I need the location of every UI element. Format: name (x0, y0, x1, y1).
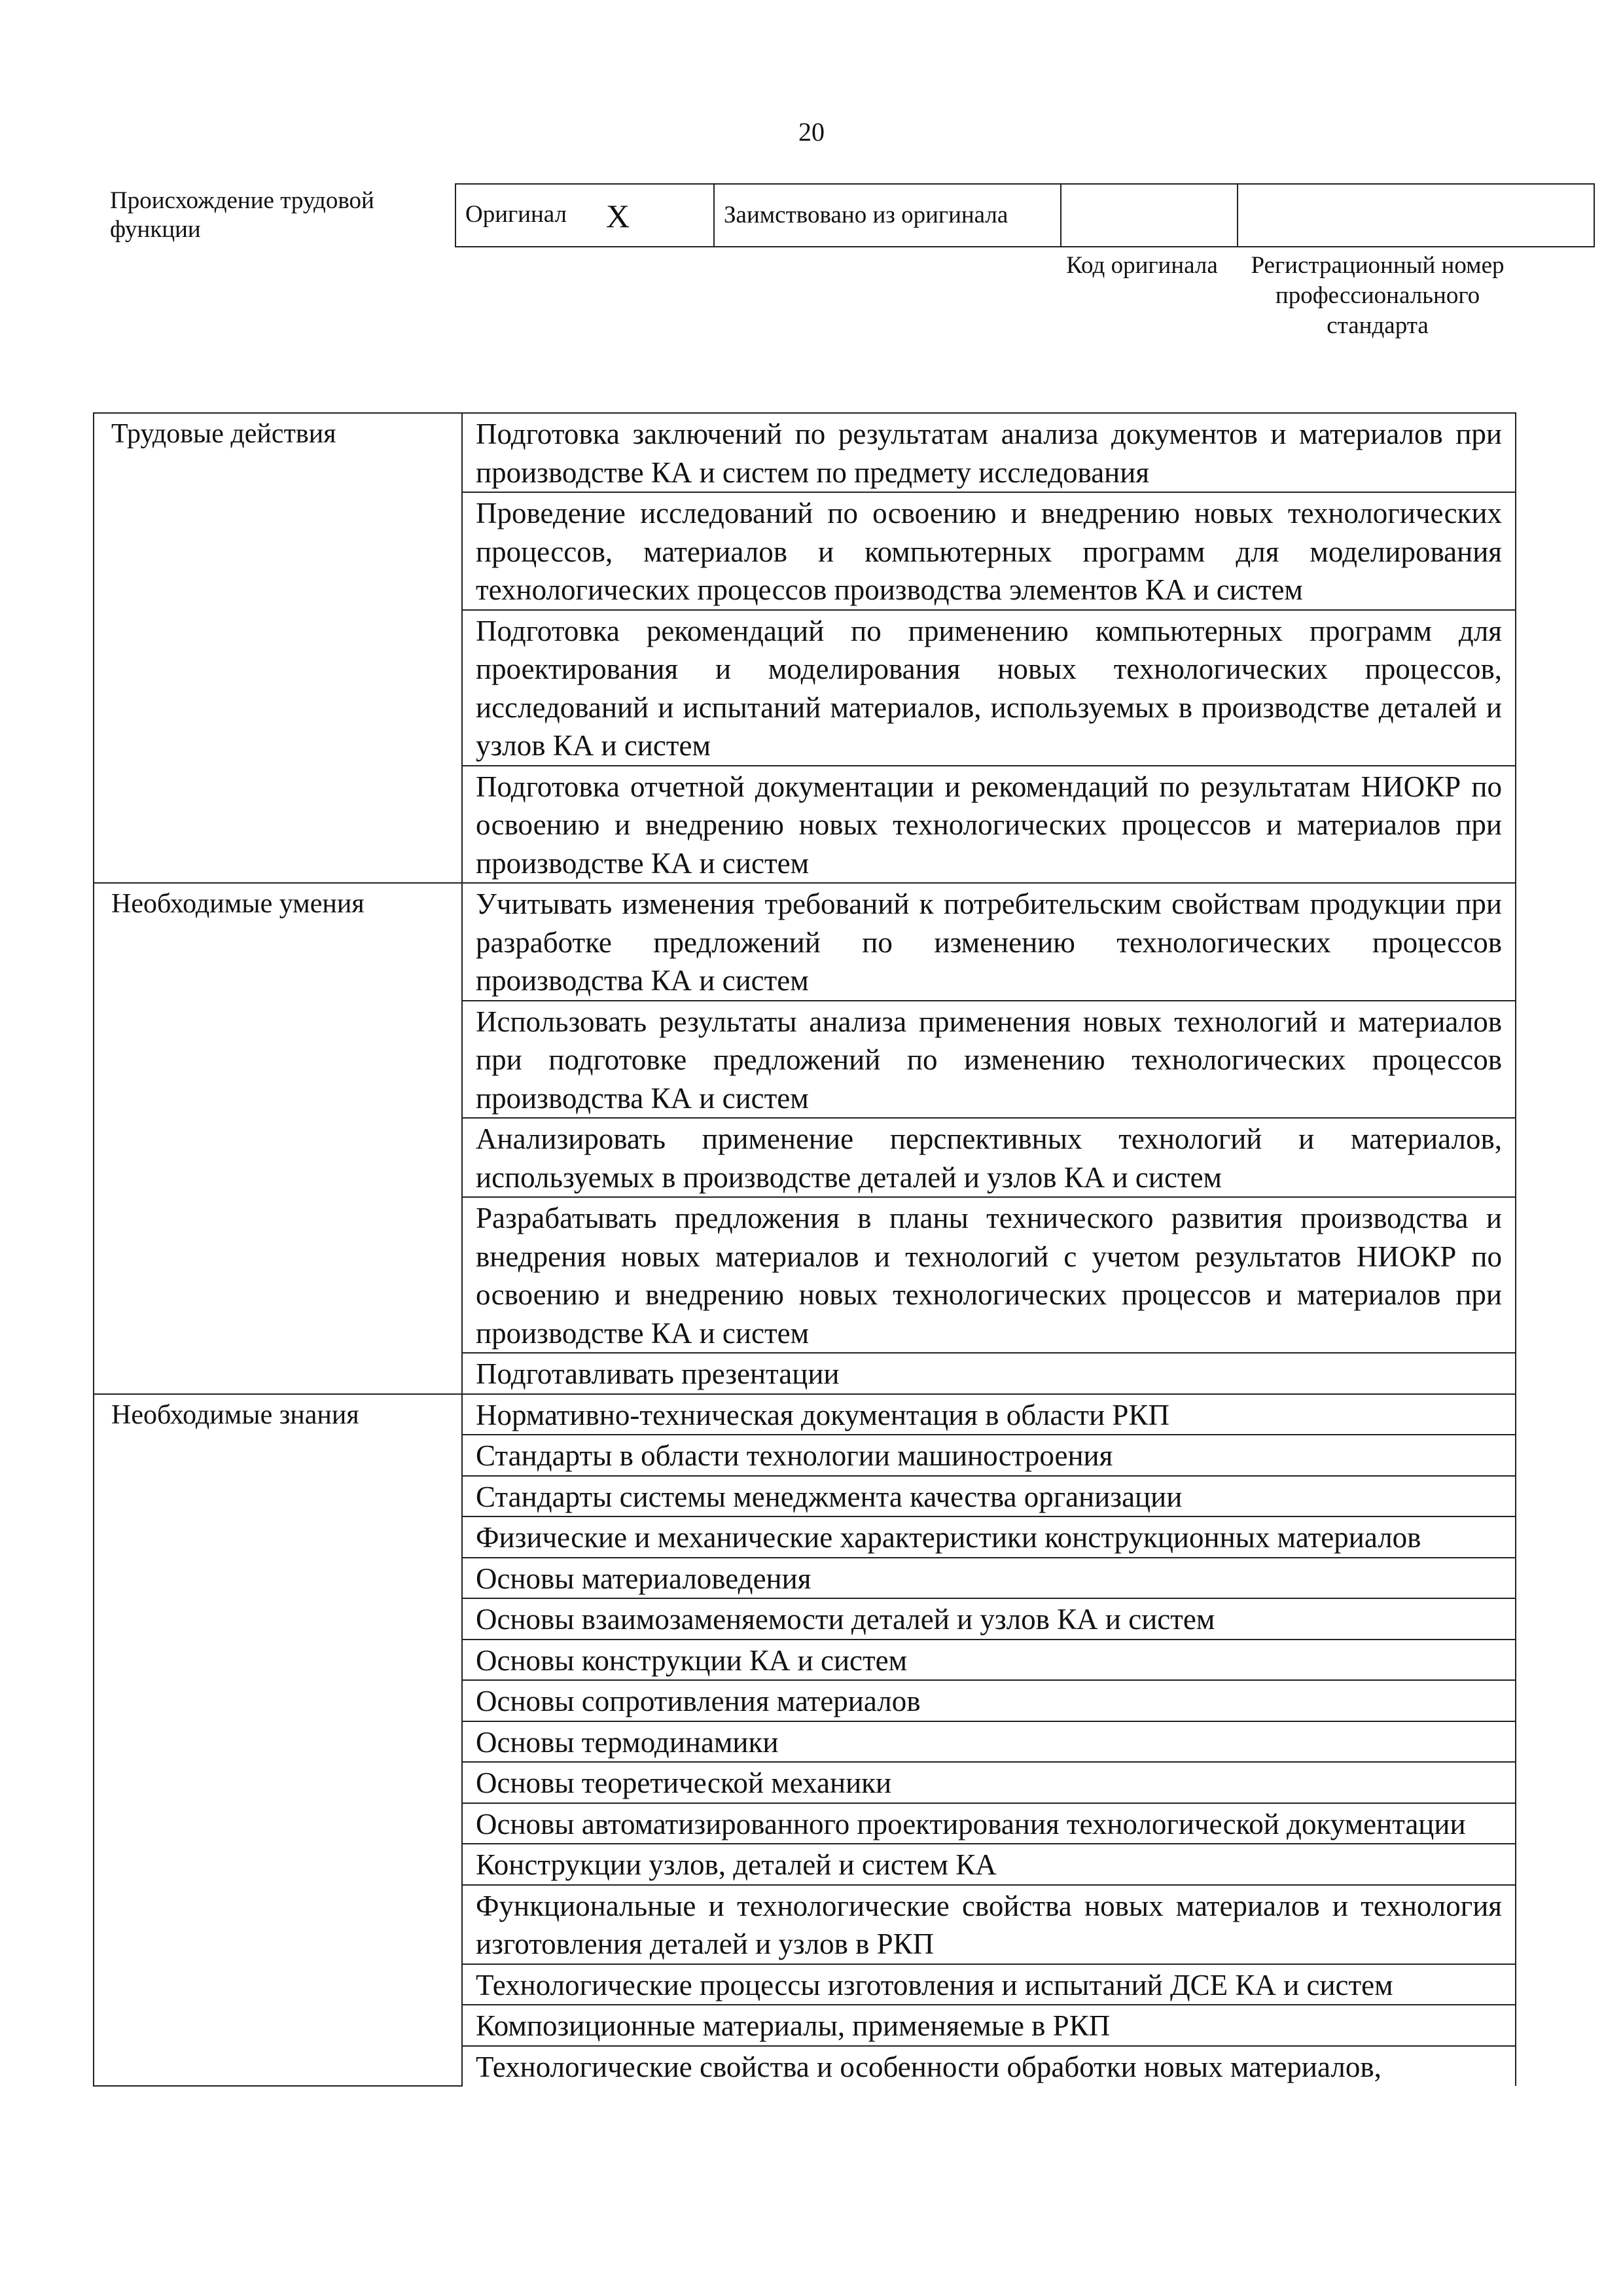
origin-label: Происхождение трудовой функции (110, 187, 374, 243)
table-cell: Композиционные материалы, применяемые в РКП (462, 2005, 1516, 2046)
table-cell: Технологические свойства и особенности обработки новых материалов, (462, 2046, 1516, 2087)
table-cell: Функциональные и технологические свойства новых материалов и технология изготовления деталей и узлов в РКП (462, 1885, 1516, 1964)
table-cell: Конструкции узлов, деталей и систем КА (462, 1844, 1516, 1885)
labor-function-table (93, 412, 1516, 2087)
original-mark: X (606, 198, 630, 235)
table-row (94, 883, 1516, 1001)
table-cell: Основы термодинамики (462, 1721, 1516, 1763)
table-cell: Разрабатывать предложения в планы технического развития производства и внедрения новых материалов и технологий с учетом результатов НИОКР по освоению и внедрению новых технологических процессов и материалов при производстве КА и систем (462, 1197, 1516, 1353)
category-cell: Трудовые действия (94, 413, 462, 883)
table-cell: Подготовка отчетной документации и рекомендаций по результатам НИОКР по освоению и внедрению новых технологических процессов и материалов при производстве КА и систем (462, 766, 1516, 884)
table-row (94, 1394, 1516, 1435)
code-caption: Код оригинала (1066, 252, 1218, 279)
table-cell: Физические и механические характеристики конструкционных материалов (462, 1516, 1516, 1558)
table-cell: Основы сопротивления материалов (462, 1680, 1516, 1721)
table-cell: Использовать результаты анализа применения новых технологий и материалов при подготовке предложений по изменению технологических процессов производства КА и систем (462, 1001, 1516, 1119)
table-cell: Нормативно-техническая документация в области РКП (462, 1394, 1516, 1435)
table-cell: Стандарты системы менеджмента качества организации (462, 1476, 1516, 1517)
table-cell: Основы материаловедения (462, 1558, 1516, 1599)
table-cell: Проведение исследований по освоению и внедрению новых технологических процессов, материалов и компьютерных программ для моделирования технологических процессов производства элементов КА и систем (462, 492, 1516, 610)
table-cell: Подготавливать презентации (462, 1353, 1516, 1394)
code-cell (1061, 184, 1238, 247)
reg-number-caption: Регистрационный номер профессионального стандарта (1251, 252, 1505, 339)
category-cell: Необходимые умения (94, 883, 462, 1394)
original-cell (455, 184, 714, 247)
page-number: 20 (798, 117, 825, 147)
table-cell: Основы конструкции КА и систем (462, 1640, 1516, 1681)
table-cell: Стандарты в области технологии машиностроения (462, 1435, 1516, 1476)
table-cell: Подготовка заключений по результатам анализа документов и материалов при производстве КА и систем по предмету исследования (462, 413, 1516, 492)
table-cell: Основы автоматизированного проектирования технологической документации (462, 1803, 1516, 1844)
category-cell: Необходимые знания (94, 1394, 462, 2087)
table-cell: Основы взаимозаменяемости деталей и узлов КА и систем (462, 1598, 1516, 1640)
table-cell: Учитывать изменения требований к потребительским свойствам продукции при разработке предложений по изменению технологических процессов производства КА и систем (462, 883, 1516, 1001)
borrowed-cell: Заимствовано из оригинала (714, 184, 1061, 247)
origin-box (455, 183, 1595, 247)
table-cell: Технологические процессы изготовления и испытаний ДСЕ КА и систем (462, 1964, 1516, 2005)
table-cell: Основы теоретической механики (462, 1762, 1516, 1803)
original-label: Оригинал (465, 200, 567, 228)
table-cell: Анализировать применение перспективных технологий и материалов, используемых в производстве деталей и узлов КА и систем (462, 1118, 1516, 1197)
table-row (94, 413, 1516, 492)
table-cell: Подготовка рекомендаций по применению компьютерных программ для проектирования и моделирования новых технологических процессов, исследований и испытаний материалов, используемых в производстве деталей и узлов КА и систем (462, 610, 1516, 766)
reg-number-cell (1238, 184, 1594, 247)
